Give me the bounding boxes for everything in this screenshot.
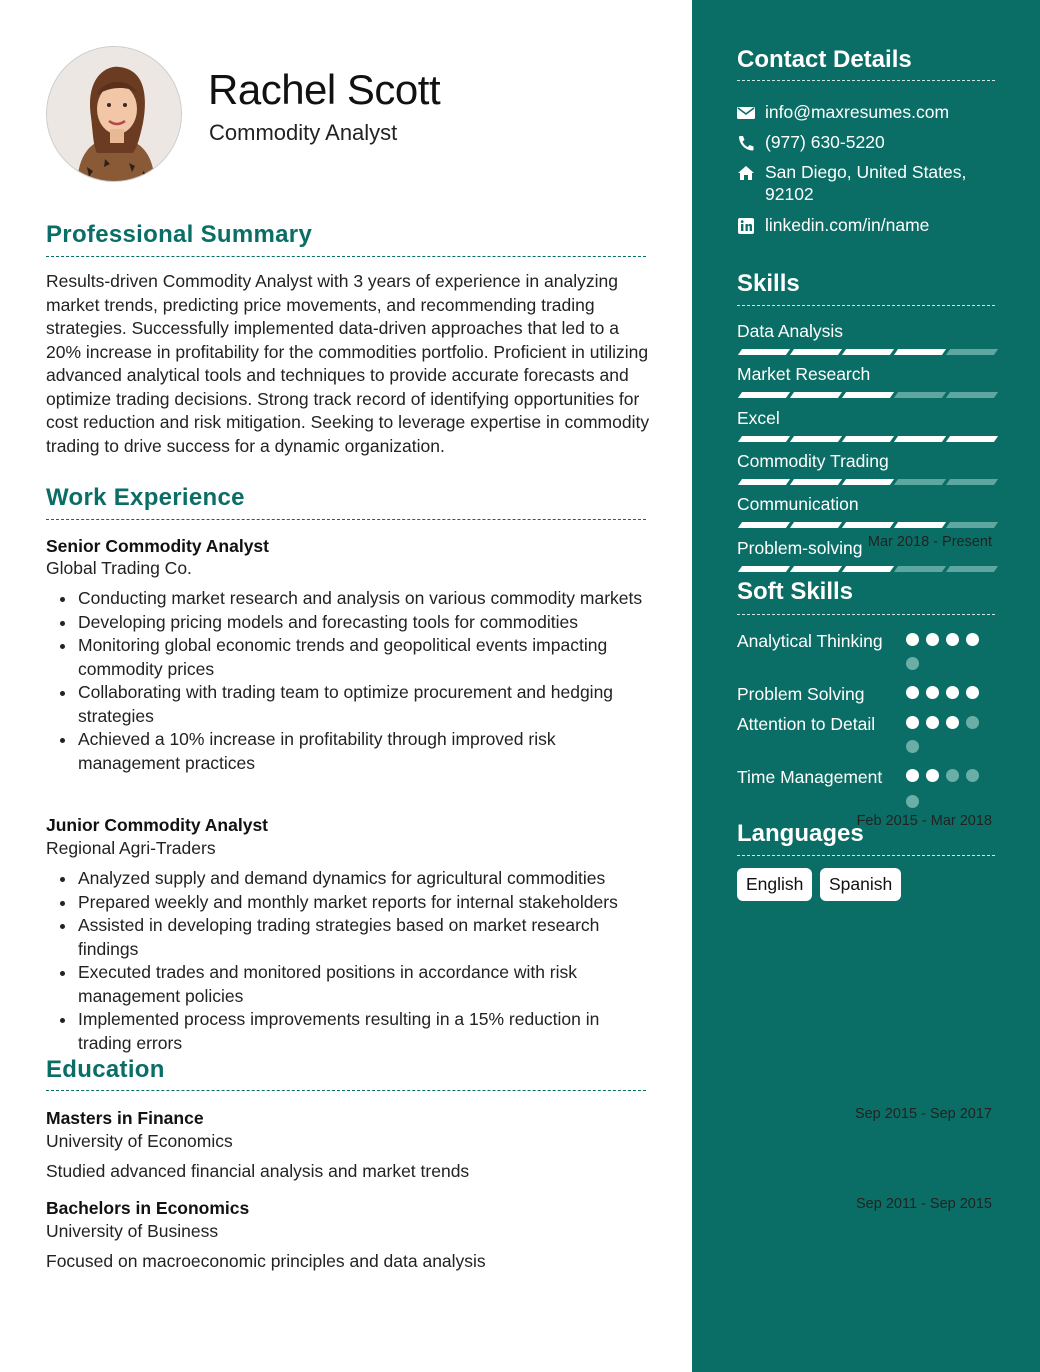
skill-level-segment: [790, 479, 842, 485]
list-item: Implemented process improvements resulting in a 15% reduction in trading errors: [46, 1008, 651, 1055]
rating-dot: [906, 633, 919, 646]
degree-title: Bachelors in Economics: [46, 1198, 250, 1218]
rating-dot: [926, 686, 939, 699]
rating-dot: [926, 716, 939, 729]
school-name: University of Economics: [46, 1131, 233, 1151]
candidate-name: Rachel Scott: [208, 66, 441, 113]
skill-level-segment: [842, 392, 894, 398]
rating-dot: [926, 633, 939, 646]
skill-level-segment: [790, 566, 842, 572]
degree-dates: Sep 2015 - Sep 2017: [854, 1106, 992, 1122]
section-divider: [46, 519, 646, 520]
section-divider: [737, 305, 995, 306]
degree-title: Masters in Finance: [46, 1108, 204, 1128]
rating-dot: [906, 795, 919, 808]
skill-level-segment: [842, 522, 894, 528]
skill-level-bar: [737, 522, 995, 528]
rating-dot: [946, 686, 959, 699]
list-item: Achieved a 10% increase in profitability through improved risk management practices: [46, 728, 651, 775]
list-item: Monitoring global economic trends and geopolitical events impacting commodity prices: [46, 634, 651, 681]
skill-level-segment: [842, 349, 894, 355]
job-company: Regional Agri-Traders: [46, 838, 216, 858]
skill-level-segment: [738, 522, 790, 528]
rating-dot: [946, 633, 959, 646]
language-tag: English: [737, 868, 812, 901]
rating-dot: [946, 716, 959, 729]
degree-description: Studied advanced financial analysis and market trends: [46, 1161, 470, 1181]
list-item: Prepared weekly and monthly market reports for internal stakeholders: [46, 891, 651, 915]
skill-level-segment: [894, 566, 946, 572]
skill-level-segment: [946, 436, 998, 442]
skill-level-segment: [946, 566, 998, 572]
contact-email[interactable]: info@maxresumes.com: [737, 101, 995, 123]
skill-level-segment: [894, 392, 946, 398]
language-tag: Spanish: [820, 868, 901, 901]
skill-level-segment: [790, 436, 842, 442]
section-divider: [737, 614, 995, 615]
soft-skill-name: Analytical Thinking: [737, 631, 883, 651]
skill-level-segment: [738, 566, 790, 572]
skill-level-segment: [738, 349, 790, 355]
job-company: Global Trading Co.: [46, 558, 192, 578]
job-bullets: [46, 867, 651, 1055]
home-icon: [737, 164, 755, 180]
contact-phone[interactable]: (977) 630-5220: [737, 131, 995, 153]
envelope-icon: [737, 104, 755, 120]
phone-icon: [737, 134, 755, 150]
job-title: Senior Commodity Analyst: [46, 536, 269, 556]
soft-skill-name: Attention to Detail: [737, 714, 876, 734]
rating-dot: [906, 716, 919, 729]
skill-level-segment: [790, 392, 842, 398]
skill-level-segment: [738, 392, 790, 398]
skill-level-segment: [946, 522, 998, 528]
skill-level-segment: [946, 392, 998, 398]
skill-name: Communication: [737, 494, 859, 514]
school-name: University of Business: [46, 1221, 219, 1241]
skill-level-segment: [842, 479, 894, 485]
linkedin-icon: [737, 217, 755, 233]
skill-level-bar: [737, 392, 995, 398]
rating-dot: [906, 769, 919, 782]
rating-dot: [926, 769, 939, 782]
soft-skill-name: Time Management: [737, 767, 883, 787]
education-heading: Education: [46, 1056, 165, 1083]
section-divider: [46, 1090, 646, 1091]
skill-level-segment: [738, 436, 790, 442]
summary-heading: Professional Summary: [46, 221, 313, 248]
list-item: Analyzed supply and demand dynamics for agricultural commodities: [46, 867, 651, 891]
skill-level-bar: [737, 436, 995, 442]
skill-name: Excel: [737, 408, 780, 428]
soft-skill-name: Problem Solving: [737, 684, 865, 704]
skill-level-segment: [894, 479, 946, 485]
skill-level-segment: [790, 349, 842, 355]
skill-level-bar: [737, 566, 995, 572]
summary-text: Results-driven Commodity Analyst with 3 years of experience in analyzing market trends, predicting price movements, and recommending trading strategies. Successfully implemented data-driven approaches that led to a 20% increase in profitability for the commodities portfolio. Proficient in utilizing advanced analytical tools and techniques to provide accurate forecasts and optimize trading decisions. Strong track record of identifying opportunities for cost reduction and risk mitigation. Seeking to leverage expertise in commodity trading to drive success for a dynamic organization.: [46, 271, 650, 456]
list-item: Collaborating with trading team to optimize procurement and hedging strategies: [46, 681, 651, 728]
skill-name: Data Analysis: [737, 321, 844, 341]
skill-level-segment: [738, 479, 790, 485]
skill-level-segment: [894, 522, 946, 528]
rating-dot: [966, 769, 979, 782]
skill-level-segment: [894, 349, 946, 355]
rating-dot: [966, 716, 979, 729]
skill-name: Problem-solving: [737, 538, 863, 558]
list-item: Executed trades and monitored positions in accordance with risk management policies: [46, 961, 651, 1008]
section-divider: [737, 855, 995, 856]
rating-dot: [906, 686, 919, 699]
rating-dot: [966, 633, 979, 646]
soft-skills-heading: Soft Skills: [737, 578, 854, 605]
contact-linkedin[interactable]: linkedin.com/in/name: [737, 214, 995, 236]
skill-level-segment: [894, 436, 946, 442]
skill-level-segment: [946, 349, 998, 355]
skill-level-bar: [737, 479, 995, 485]
section-divider: [46, 256, 646, 257]
job-title: Junior Commodity Analyst: [46, 815, 269, 835]
rating-dot: [906, 740, 919, 753]
rating-dot: [906, 657, 919, 670]
job-dates: Feb 2015 - Mar 2018: [856, 813, 992, 829]
degree-dates: Sep 2011 - Sep 2015: [856, 1196, 992, 1212]
skill-name: Market Research: [737, 364, 871, 384]
contact-address: San Diego, United States, 92102: [737, 161, 995, 205]
skill-level-segment: [946, 479, 998, 485]
list-item: Conducting market research and analysis on various commodity markets: [46, 587, 651, 611]
candidate-title: Commodity Analyst: [209, 120, 398, 145]
list-item: Developing pricing models and forecasting tools for commodities: [46, 611, 651, 635]
skills-heading: Skills: [737, 270, 800, 297]
skill-level-segment: [790, 522, 842, 528]
skill-level-segment: [842, 436, 894, 442]
contact-heading: Contact Details: [737, 46, 912, 73]
skill-level-segment: [842, 566, 894, 572]
skill-name: Commodity Trading: [737, 451, 889, 471]
languages-heading: Languages: [737, 820, 864, 847]
rating-dot: [946, 769, 959, 782]
list-item: Assisted in developing trading strategies based on market research findings: [46, 914, 651, 961]
job-dates: Mar 2018 - Present: [867, 534, 992, 550]
experience-heading: Work Experience: [46, 484, 245, 511]
rating-dot: [966, 686, 979, 699]
job-bullets: [46, 587, 651, 775]
profile-photo: [46, 46, 182, 182]
section-divider: [737, 80, 995, 81]
skill-level-bar: [737, 349, 995, 355]
degree-description: Focused on macroeconomic principles and data analysis: [46, 1251, 486, 1271]
